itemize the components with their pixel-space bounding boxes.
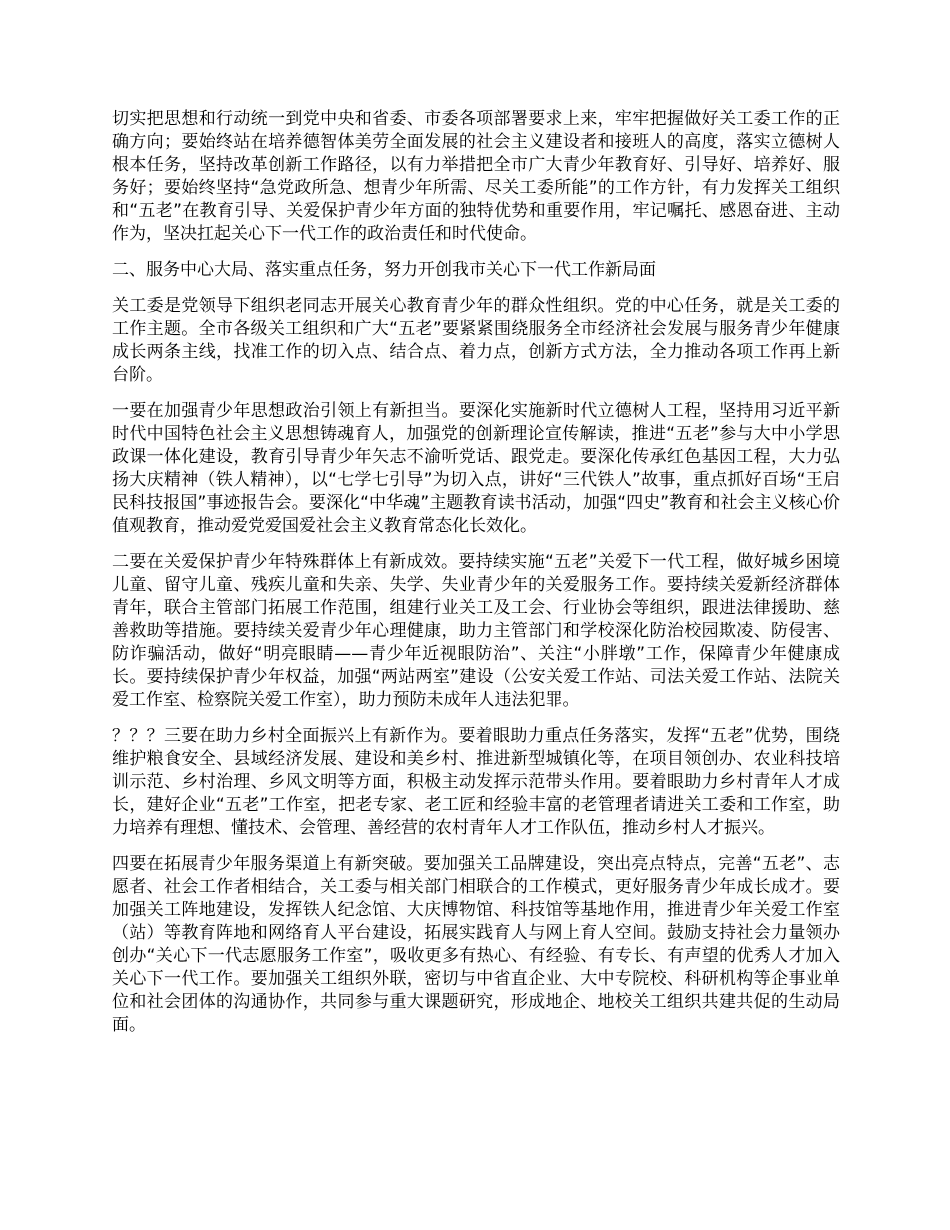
paragraph-task-four: 四要在拓展青少年服务渠道上有新突破。要加强关工品牌建设，突出亮点特点，完善“五老”、志愿者、社会工作者相结合，关工委与相关部门相联合的工作模式，更好服务青少年成长成才。要加强关工阵地建设，发挥铁人纪念馆、大庆博物馆、科技馆等基地作用，推进青少年关爱工作室（站）等教育阵地和网络育人平台建设，拓展实践育人与网上育人空间。鼓励支持社会力量领办创办“关心下一代志愿服务工作室”，吸收更多有热心、有经验、有专长、有声望的优秀人才加入关心下一代工作。要加强关工组织外联，密切与中省直企业、大中专院校、科研机构等企事业单位和社会团体的沟通协作，共同参与重大课题研究，形成地企、地校关工组织共建共促的生动局面。 xyxy=(112,854,840,1035)
section-heading: 二、服务中心大局、落实重点任务，努力开创我市关心下一代工作新局面 xyxy=(112,260,656,280)
paragraph-task-two: 二要在关爱保护青少年特殊群体上有新成效。要持续实施“五老”关爱下一代工程，做好城乡困境儿童、留守儿童、残疾儿童和失亲、失学、失业青少年的关爱服务工作。要持续关爱新经济群体青年，联合主管部门拓展工作范围，组建行业关工及工会、行业协会等组织，跟进法律援助、慈善救助等措施。要持续关爱青少年心理健康，助力主管部门和学校深化防治校园欺凌、防侵害、防诈骗活动，做好“明亮眼睛——青少年近视眼防治”、关注“小胖墩”工作，保障青少年健康成长。要持续保护青少年权益，加强“两站两室”建设（公安关爱工作站、司法关爱工作站、法院关爱工作室、检察院关爱工作室），助力预防未成年人违法犯罪。 xyxy=(112,552,840,710)
document-body xyxy=(112,108,840,1050)
paragraph-task-one: 一要在加强青少年思想政治引领上有新担当。要深化实施新时代立德树人工程，坚持用习近平新时代中国特色社会主义思想铸魂育人，加强党的创新理论宣传解读，推进“五老”参与大中小学思政课一体化建设，教育引导青少年矢志不渝听党话、跟党走。要深化传承红色基因工程，大力弘扬大庆精神（铁人精神），以“七学七引导”为切入点，讲好“三代铁人”故事，重点抓好百场“王启民科技报国”事迹报告会。要深化“中华魂”主题教育读书活动，加强“四史”教育和社会主义核心价值观教育，推动爱党爱国爱社会主义教育常态化长效化。 xyxy=(112,401,840,536)
paragraph-task-three: ？？？三要在助力乡村全面振兴上有新作为。要着眼助力重点任务落实，发挥“五老”优势，围绕维护粮食安全、县域经济发展、建设和美乡村、推进新型城镇化等，在项目领创办、农业科技培训示范、乡村治理、乡风文明等方面，积极主动发挥示范带头作用。要着眼助力乡村青年人才成长，建好企业“五老”工作室，把老专家、老工匠和经验丰富的老管理者请进关工委和工作室，助力培养有理想、懂技术、会管理、善经营的农村青年人才工作队伍，推动乡村人才振兴。 xyxy=(112,726,840,838)
paragraph-intro: 切实把思想和行动统一到党中央和省委、市委各项部署要求上来，牢牢把握做好关工委工作的正确方向；要始终站在培养德智体美劳全面发展的社会主义建设者和接班人的高度，落实立德树人根本任务，坚持改革创新工作路径，以有力举措把全市广大青少年教育好、引导好、培养好、服务好；要始终坚持“急党政所急、想青少年所需、尽关工委所能”的工作方针，有力发挥关工组织和“五老”在教育引导、关爱保护青少年方面的独特优势和重要作用，牢记嘱托、感恩奋进、主动作为，坚决扛起关心下一代工作的政治责任和时代使命。 xyxy=(112,109,840,244)
paragraph-overview: 关工委是党领导下组织老同志开展关心教育青少年的群众性组织。党的中心任务，就是关工委的工作主题。全市各级关工组织和广大“五老”要紧紧围绕服务全市经济社会发展与服务青少年健康成长两条主线，找准工作的切入点、结合点、着力点，创新方式方法，全力推动各项工作再上新台阶。 xyxy=(112,296,840,385)
